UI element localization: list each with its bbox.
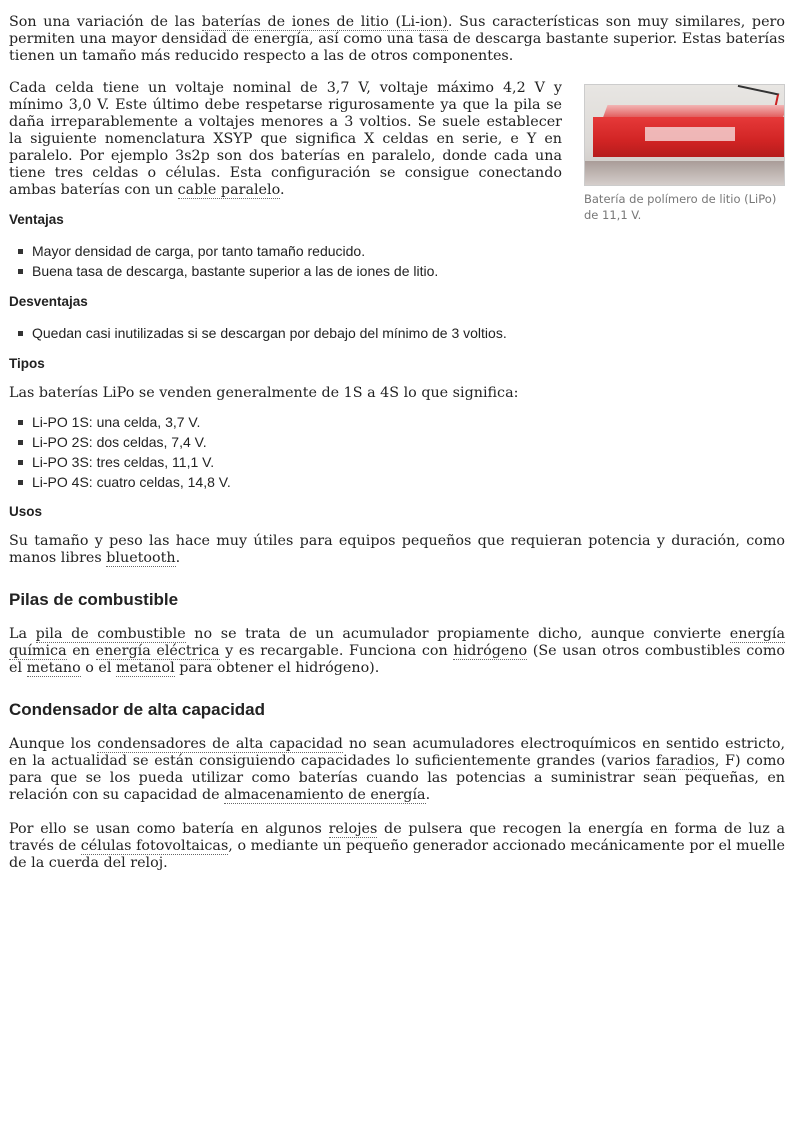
- link-condensadores[interactable]: condensadores de alta capacidad: [97, 736, 343, 752]
- tipos-list: [9, 412, 785, 492]
- lipo-battery-image[interactable]: [584, 84, 785, 186]
- condensador-paragraph-2: Por ello se usan como batería en algunos relojes de pulsera que recogen la energía en forma de luz a través de células fotovoltaicas, o mediante un pequeño generador accionado mecánicamente por el muelle de la cuerda del reloj.: [9, 821, 785, 871]
- list-item: Li-PO 4S: cuatro celdas, 14,8 V.: [32, 472, 785, 492]
- link-almacenamiento-energia[interactable]: almacenamiento de energía: [224, 787, 426, 803]
- link-hidrogeno[interactable]: hidrógeno: [453, 643, 528, 659]
- tipos-paragraph: Las baterías LiPo se venden generalmente de 1S a 4S lo que significa:: [9, 385, 519, 401]
- battery-label: [645, 127, 735, 141]
- desventajas-heading: Desventajas: [9, 294, 88, 309]
- combustible-heading: Pilas de combustible: [9, 590, 179, 609]
- link-bluetooth[interactable]: bluetooth: [106, 550, 176, 566]
- usos-paragraph: Su tamaño y peso las hace muy útiles para equipos pequeños que requieran potencia y duración, como manos libres bluetooth.: [9, 533, 785, 566]
- link-energia-quimica[interactable]: energía química: [9, 626, 785, 659]
- condensador-paragraph-1: Aunque los condensadores de alta capacidad no sean acumuladores electroquímicos en sentido estricto, en la actualidad se están consiguiendo capacidades lo suficientemente grandes (varios faradios, F) como para que se los pueda utilizar como baterías cuando las potencias a suministrar sean pequeñas, en relación con su capacidad de almacenamiento de energía.: [9, 736, 785, 803]
- battery-reflection: [585, 161, 785, 186]
- intro-paragraph: Son una variación de las baterías de iones de litio (Li-ion). Sus características son muy similares, pero permiten una mayor densidad de energía, así como una tasa de descarga bastante superior. Estas baterías tienen un tamaño más reducido respecto a las de otros componentes.: [9, 14, 785, 64]
- battery-figure: [584, 84, 785, 223]
- link-li-ion[interactable]: baterías de iones de litio (Li-ion): [201, 14, 448, 30]
- usos-heading: Usos: [9, 504, 43, 519]
- link-metanol[interactable]: metanol: [115, 660, 175, 676]
- link-faradios[interactable]: faradios: [656, 753, 715, 769]
- cells-paragraph: Cada celda tiene un voltaje nominal de 3,7 V, voltaje máximo 4,2 V y mínimo 3,0 V. Este último debe respetarse rigurosamente ya que la pila se daña irreparablemente a voltajes menores a 3 voltios. Se suele establecer la siguiente nomenclatura XSYP que significa X celdas en serie, e Y en paralelo. Por ejemplo 3s2p son dos baterías en paralelo, donde cada una tiene tres celdas o células. Esta configuración se consigue conectando ambas baterías con un cable paralelo.: [9, 80, 562, 198]
- link-energia-electrica[interactable]: energía eléctrica: [95, 643, 220, 659]
- link-pila-combustible[interactable]: pila de combustible: [35, 626, 186, 642]
- list-item: Quedan casi inutilizadas si se descargan por debajo del mínimo de 3 voltios.: [32, 323, 785, 343]
- ventajas-heading: Ventajas: [9, 212, 64, 227]
- list-item: Buena tasa de descarga, bastante superior a las de iones de litio.: [32, 261, 785, 281]
- link-celulas-fotovoltaicas[interactable]: células fotovoltaicas: [80, 838, 229, 854]
- figure-caption: Batería de polímero de litio (LiPo) de 11,1 V.: [584, 192, 777, 222]
- list-item: Li-PO 1S: una celda, 3,7 V.: [32, 412, 785, 432]
- link-metano[interactable]: metano: [26, 660, 81, 676]
- article-body: [9, 14, 785, 889]
- combustible-paragraph: La pila de combustible no se trata de un acumulador propiamente dicho, aunque convierte energía química en energía eléctrica y es recargable. Funciona con hidrógeno (Se usan otros combustibles como el metano o el metanol para obtener el hidrógeno).: [9, 626, 785, 676]
- list-item: Li-PO 3S: tres celdas, 11,1 V.: [32, 452, 785, 472]
- desventajas-list: [9, 323, 785, 343]
- tipos-heading: Tipos: [9, 356, 45, 371]
- link-cable-paralelo[interactable]: cable paralelo: [177, 182, 280, 198]
- ventajas-list: [9, 241, 785, 281]
- list-item: Li-PO 2S: dos celdas, 7,4 V.: [32, 432, 785, 452]
- link-relojes[interactable]: relojes: [328, 821, 378, 837]
- list-item: Mayor densidad de carga, por tanto tamaño reducido.: [32, 241, 785, 261]
- condensador-heading: Condensador de alta capacidad: [9, 700, 266, 719]
